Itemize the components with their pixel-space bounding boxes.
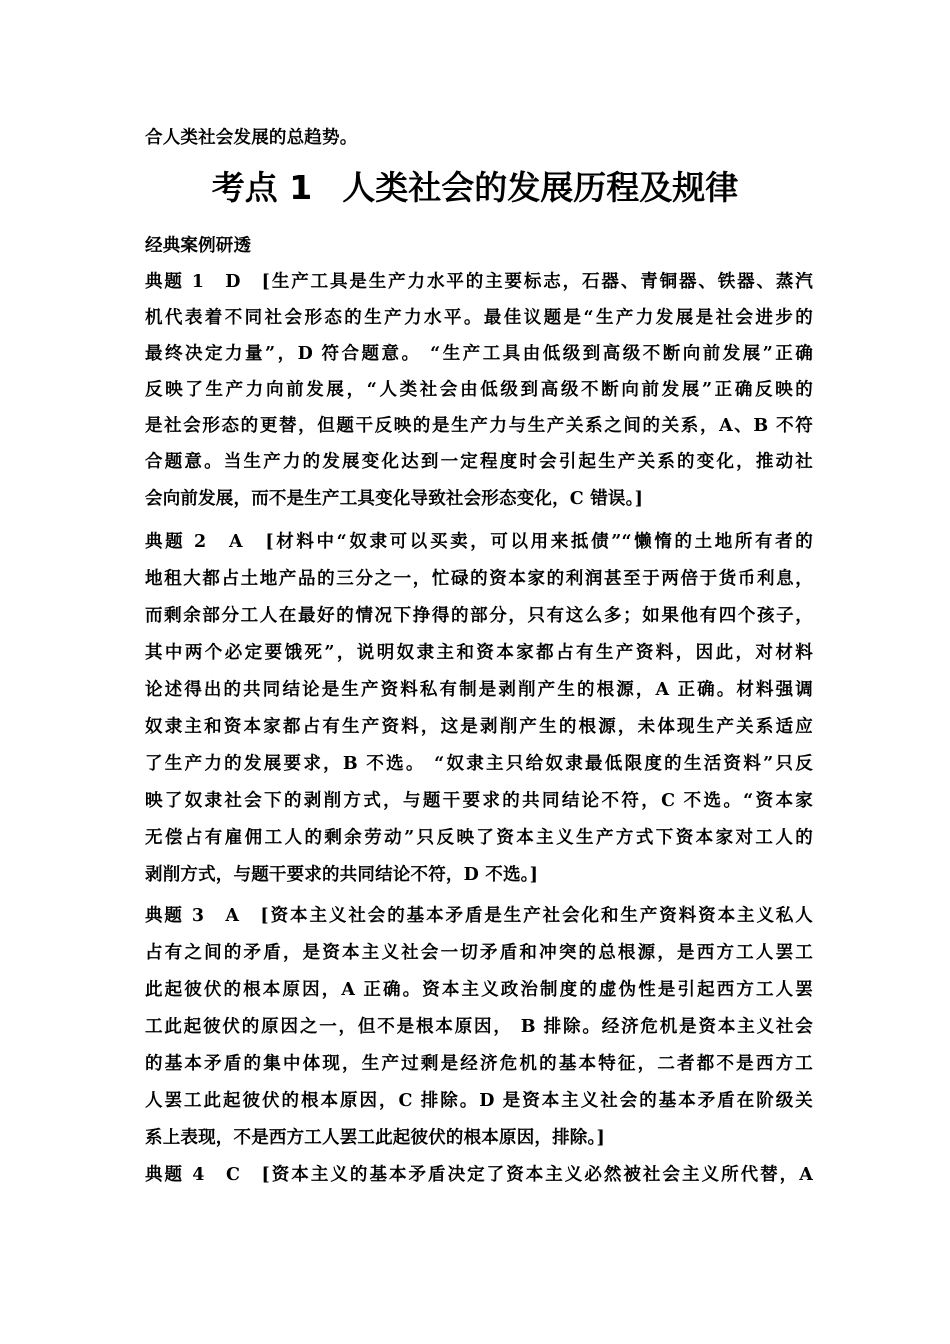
question-label: 典题 4 C (145, 1165, 241, 1185)
title-number: 考点 1 (211, 168, 313, 207)
section-label: 经典案例研透 (145, 236, 252, 256)
paragraph-line: 人罢工此起彼伏的根本原因，C 排除。D 是资本主义社会的基本矛盾在阶级关 (145, 1091, 813, 1111)
question-label: 典题 1 D (145, 272, 241, 292)
question-label: 典题 3 A (145, 906, 240, 926)
title-text: 人类社会的发展历程及规律 (342, 168, 739, 207)
paragraph-line: 剥削方式，与题干要求的共同结论不符，D 不选。] (145, 865, 539, 885)
paragraph-line: 的基本矛盾的集中体现，生产过剩是经济危机的基本特征，二者都不是西方工 (145, 1054, 813, 1074)
paragraph-line: 典题 1 D [生产工具是生产力水平的主要标志，石器、青铜器、铁器、蒸汽 (145, 272, 813, 292)
paragraph-line: 奴隶主和资本家都占有生产资料，这是剥削产生的根源，未体现生产关系适应 (145, 717, 813, 737)
paragraph-line: 无偿占有雇佣工人的剩余劳动”只反映了资本主义生产方式下资本家对工人的 (145, 828, 813, 848)
paragraph-line: 会向前发展，而不是生产工具变化导致社会形态变化，C 错误。] (145, 489, 644, 509)
paragraph-line: 此起彼伏的根本原因，A 正确。资本主义政治制度的虚伪性是引起西方工人罢 (145, 980, 813, 1000)
question-label: 典题 2 A (145, 532, 243, 552)
paragraph-line: 工此起彼伏的原因之一，但不是根本原因， B 排除。经济危机是资本主义社会 (145, 1017, 813, 1037)
paragraph-line: 机代表着不同社会形态的生产力水平。最佳议题是“生产力发展是社会进步的 (145, 308, 813, 328)
paragraph-line: 论述得出的共同结论是生产资料私有制是剥削产生的根源，A 正确。材料强调 (145, 680, 813, 700)
paragraph-line: 是社会形态的更替，但题干反映的是生产力与生产关系之间的关系，A、B 不符 (145, 416, 813, 436)
paragraph-line: 其中两个必定要饿死”，说明奴隶主和资本家都占有生产资料，因此，对材料 (145, 643, 813, 663)
paragraph-line: 映了奴隶社会下的剥削方式，与题干要求的共同结论不符，C 不选。“资本家 (145, 791, 813, 811)
paragraph-line: 典题 3 A [资本主义社会的基本矛盾是生产社会化和生产资料资本主义私人 (145, 906, 814, 926)
paragraph-line: 占有之间的矛盾，是资本主义社会一切矛盾和冲突的总根源，是西方工人罢工 (145, 943, 813, 963)
paragraph-line: 而剩余部分工人在最好的情况下挣得的部分，只有这么多；如果他有四个孩子， (145, 606, 813, 626)
paragraph-line: 地租大都占土地产品的三分之一，忙碌的资本家的利润甚至于两倍于货币利息， (145, 569, 813, 589)
paragraph-line: 最终决定力量”，D 符合题意。 “生产工具由低级到高级不断向前发展”正确 (145, 344, 813, 364)
paragraph-line: 典题 2 A [材料中“奴隶可以买卖，可以用来抵债”“懒惰的土地所有者的 (145, 532, 814, 552)
paragraph-line: 系上表现，不是西方工人罢工此起彼伏的根本原因，排除。] (145, 1128, 605, 1148)
paragraph-line: 反映了生产力向前发展，“人类社会由低级到高级不断向前发展”正确反映的 (145, 380, 813, 400)
page-title (0, 166, 950, 210)
intro-line: 合人类社会发展的总趋势。 (145, 128, 358, 148)
paragraph-line: 合题意。当生产力的发展变化达到一定程度时会引起生产关系的变化，推动社 (145, 452, 813, 472)
paragraph-line: 了生产力的发展要求，B 不选。 “奴隶主只给奴隶最低限度的生活资料”只反 (145, 754, 813, 774)
paragraph-line: 典题 4 C [资本主义的基本矛盾决定了资本主义必然被社会主义所代替，A (145, 1165, 813, 1185)
